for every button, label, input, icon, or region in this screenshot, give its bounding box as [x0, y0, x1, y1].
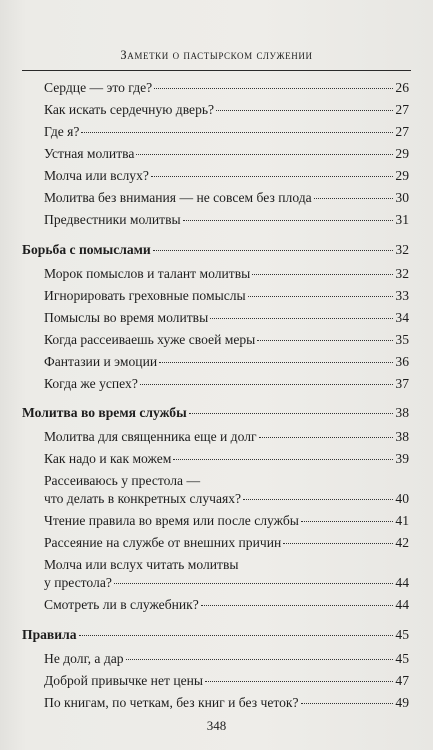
toc-entry-page: 44	[395, 597, 409, 612]
toc-entry	[44, 451, 409, 467]
toc-entry-title: Молитва для священника еще и долг	[44, 429, 257, 444]
toc-entry	[44, 376, 409, 392]
dot-leader	[301, 521, 393, 522]
toc-entry-first-line: Молча или вслух читать молитвы	[44, 557, 239, 572]
dot-leader	[140, 384, 394, 385]
toc-entry	[44, 695, 409, 711]
toc-section-title: Борьба с помыслами	[22, 242, 151, 257]
dot-leader	[216, 110, 393, 111]
page-number: 348	[206, 718, 227, 733]
toc-entry-title: Рассеяние на службе от внешних причин	[44, 535, 282, 550]
dot-leader	[257, 340, 393, 341]
toc-entry-title: Доброй привычке нет цены	[44, 673, 204, 688]
toc-entry-title: Где я?	[44, 124, 80, 139]
toc-entry-title: Чтение правила во время или после службы	[44, 513, 299, 528]
toc-section-page: 32	[395, 242, 409, 257]
toc-entry-page: 29	[395, 168, 409, 183]
toc-entry	[44, 310, 409, 326]
dot-leader	[136, 154, 393, 155]
dot-leader	[301, 703, 394, 704]
dot-leader	[252, 274, 393, 275]
dot-leader	[173, 459, 393, 460]
toc-entry-page: 26	[395, 80, 409, 95]
toc-entry-page: 38	[395, 429, 409, 444]
dot-leader	[243, 499, 393, 500]
toc-entry	[44, 597, 409, 613]
toc-entry	[44, 190, 409, 206]
toc-entry-page: 42	[395, 535, 409, 550]
running-header: Заметки о пастырском служении	[120, 48, 313, 62]
toc-entry	[44, 80, 409, 96]
dot-leader	[248, 296, 394, 297]
toc-entry	[44, 332, 409, 348]
toc-entry-title: Не долг, а дар	[44, 651, 124, 666]
toc-section-page: 45	[395, 627, 409, 642]
dot-leader	[201, 605, 394, 606]
dot-leader	[189, 413, 394, 414]
toc-entry-page: 44	[395, 575, 409, 590]
toc-entry	[44, 354, 409, 370]
dot-leader	[151, 176, 393, 177]
dot-leader	[81, 132, 393, 133]
toc-entry-page: 41	[395, 513, 409, 528]
dot-leader	[114, 583, 394, 584]
dot-leader	[159, 362, 393, 363]
toc-entry	[44, 491, 409, 507]
toc-entry	[44, 288, 409, 304]
toc-entry-page: 40	[395, 491, 409, 506]
toc-entry-page: 49	[395, 695, 409, 710]
toc-entry-page: 36	[395, 354, 409, 369]
toc-entry	[44, 146, 409, 162]
toc-entry-page: 31	[395, 212, 409, 227]
toc-entry	[44, 212, 409, 228]
toc-entry-first-line: Рассеиваюсь у престола —	[44, 473, 201, 488]
toc-entry-title: Когда рассеиваешь хуже своей меры	[44, 332, 256, 347]
toc-entry-title: Как искать сердечную дверь?	[44, 102, 215, 117]
toc-entry-page: 29	[395, 146, 409, 161]
toc-entry-page: 35	[395, 332, 409, 347]
toc-entry-page: 47	[395, 673, 409, 688]
dot-leader	[183, 220, 394, 221]
dot-leader	[154, 88, 393, 89]
toc-entry-title: Игнорировать греховные помыслы	[44, 288, 246, 303]
toc-entry-title: Предвестники молитвы	[44, 212, 181, 227]
toc-entry-title: Молча или вслух?	[44, 168, 149, 183]
toc-entry-page: 37	[395, 376, 409, 391]
dot-leader	[314, 198, 394, 199]
toc-entry-title: Молитва без внимания — не совсем без плода	[44, 190, 312, 205]
toc-entry	[44, 266, 409, 282]
toc-entry-title: Фантазии и эмоции	[44, 354, 158, 369]
toc-section-page: 38	[395, 405, 409, 420]
toc-entry-title: Морок помыслов и талант молитвы	[44, 266, 251, 281]
toc-entry-page: 30	[395, 190, 409, 205]
toc-entry-title: Сердце — это где?	[44, 80, 153, 95]
dot-leader	[205, 681, 393, 682]
toc-entry-title: Помыслы во время молитвы	[44, 310, 209, 325]
toc-entry	[44, 513, 409, 529]
toc-entry	[44, 535, 409, 551]
toc-entry	[44, 651, 409, 667]
toc-entry-title: что делать в конкретных случаях?	[44, 491, 242, 506]
toc-entry-title: Как надо и как можем	[44, 451, 172, 466]
toc-section	[22, 405, 409, 421]
dot-leader	[259, 437, 394, 438]
toc-entry	[44, 673, 409, 689]
toc-entry	[44, 168, 409, 184]
toc-entry	[44, 124, 409, 140]
toc-entry-page: 39	[395, 451, 409, 466]
toc-entry-page: 32	[395, 266, 409, 281]
toc-entry	[44, 429, 409, 445]
dot-leader	[153, 250, 394, 251]
toc-entry-title: Устная молитва	[44, 146, 135, 161]
toc-entry	[44, 575, 409, 591]
toc-entry-page: 34	[395, 310, 409, 325]
toc-entry-title: По книгам, по четкам, без книг и без четок?	[44, 695, 299, 710]
dot-leader	[79, 635, 394, 636]
toc-entry-title: Когда же успех?	[44, 376, 138, 391]
toc-entry-title: Смотреть ли в служебник?	[44, 597, 199, 612]
toc-entry-page: 45	[395, 651, 409, 666]
toc-entry-page: 27	[395, 124, 409, 139]
dot-leader	[210, 318, 393, 319]
toc-entry-page: 27	[395, 102, 409, 117]
toc-section	[22, 242, 409, 258]
toc-entry-page: 33	[395, 288, 409, 303]
toc-entry-title: у престола?	[44, 575, 112, 590]
dot-leader	[126, 659, 394, 660]
toc-section-title: Молитва во время службы	[22, 405, 187, 420]
toc-section	[22, 627, 409, 643]
toc-entry	[44, 102, 409, 118]
dot-leader	[283, 543, 393, 544]
toc-section-title: Правила	[22, 627, 77, 642]
